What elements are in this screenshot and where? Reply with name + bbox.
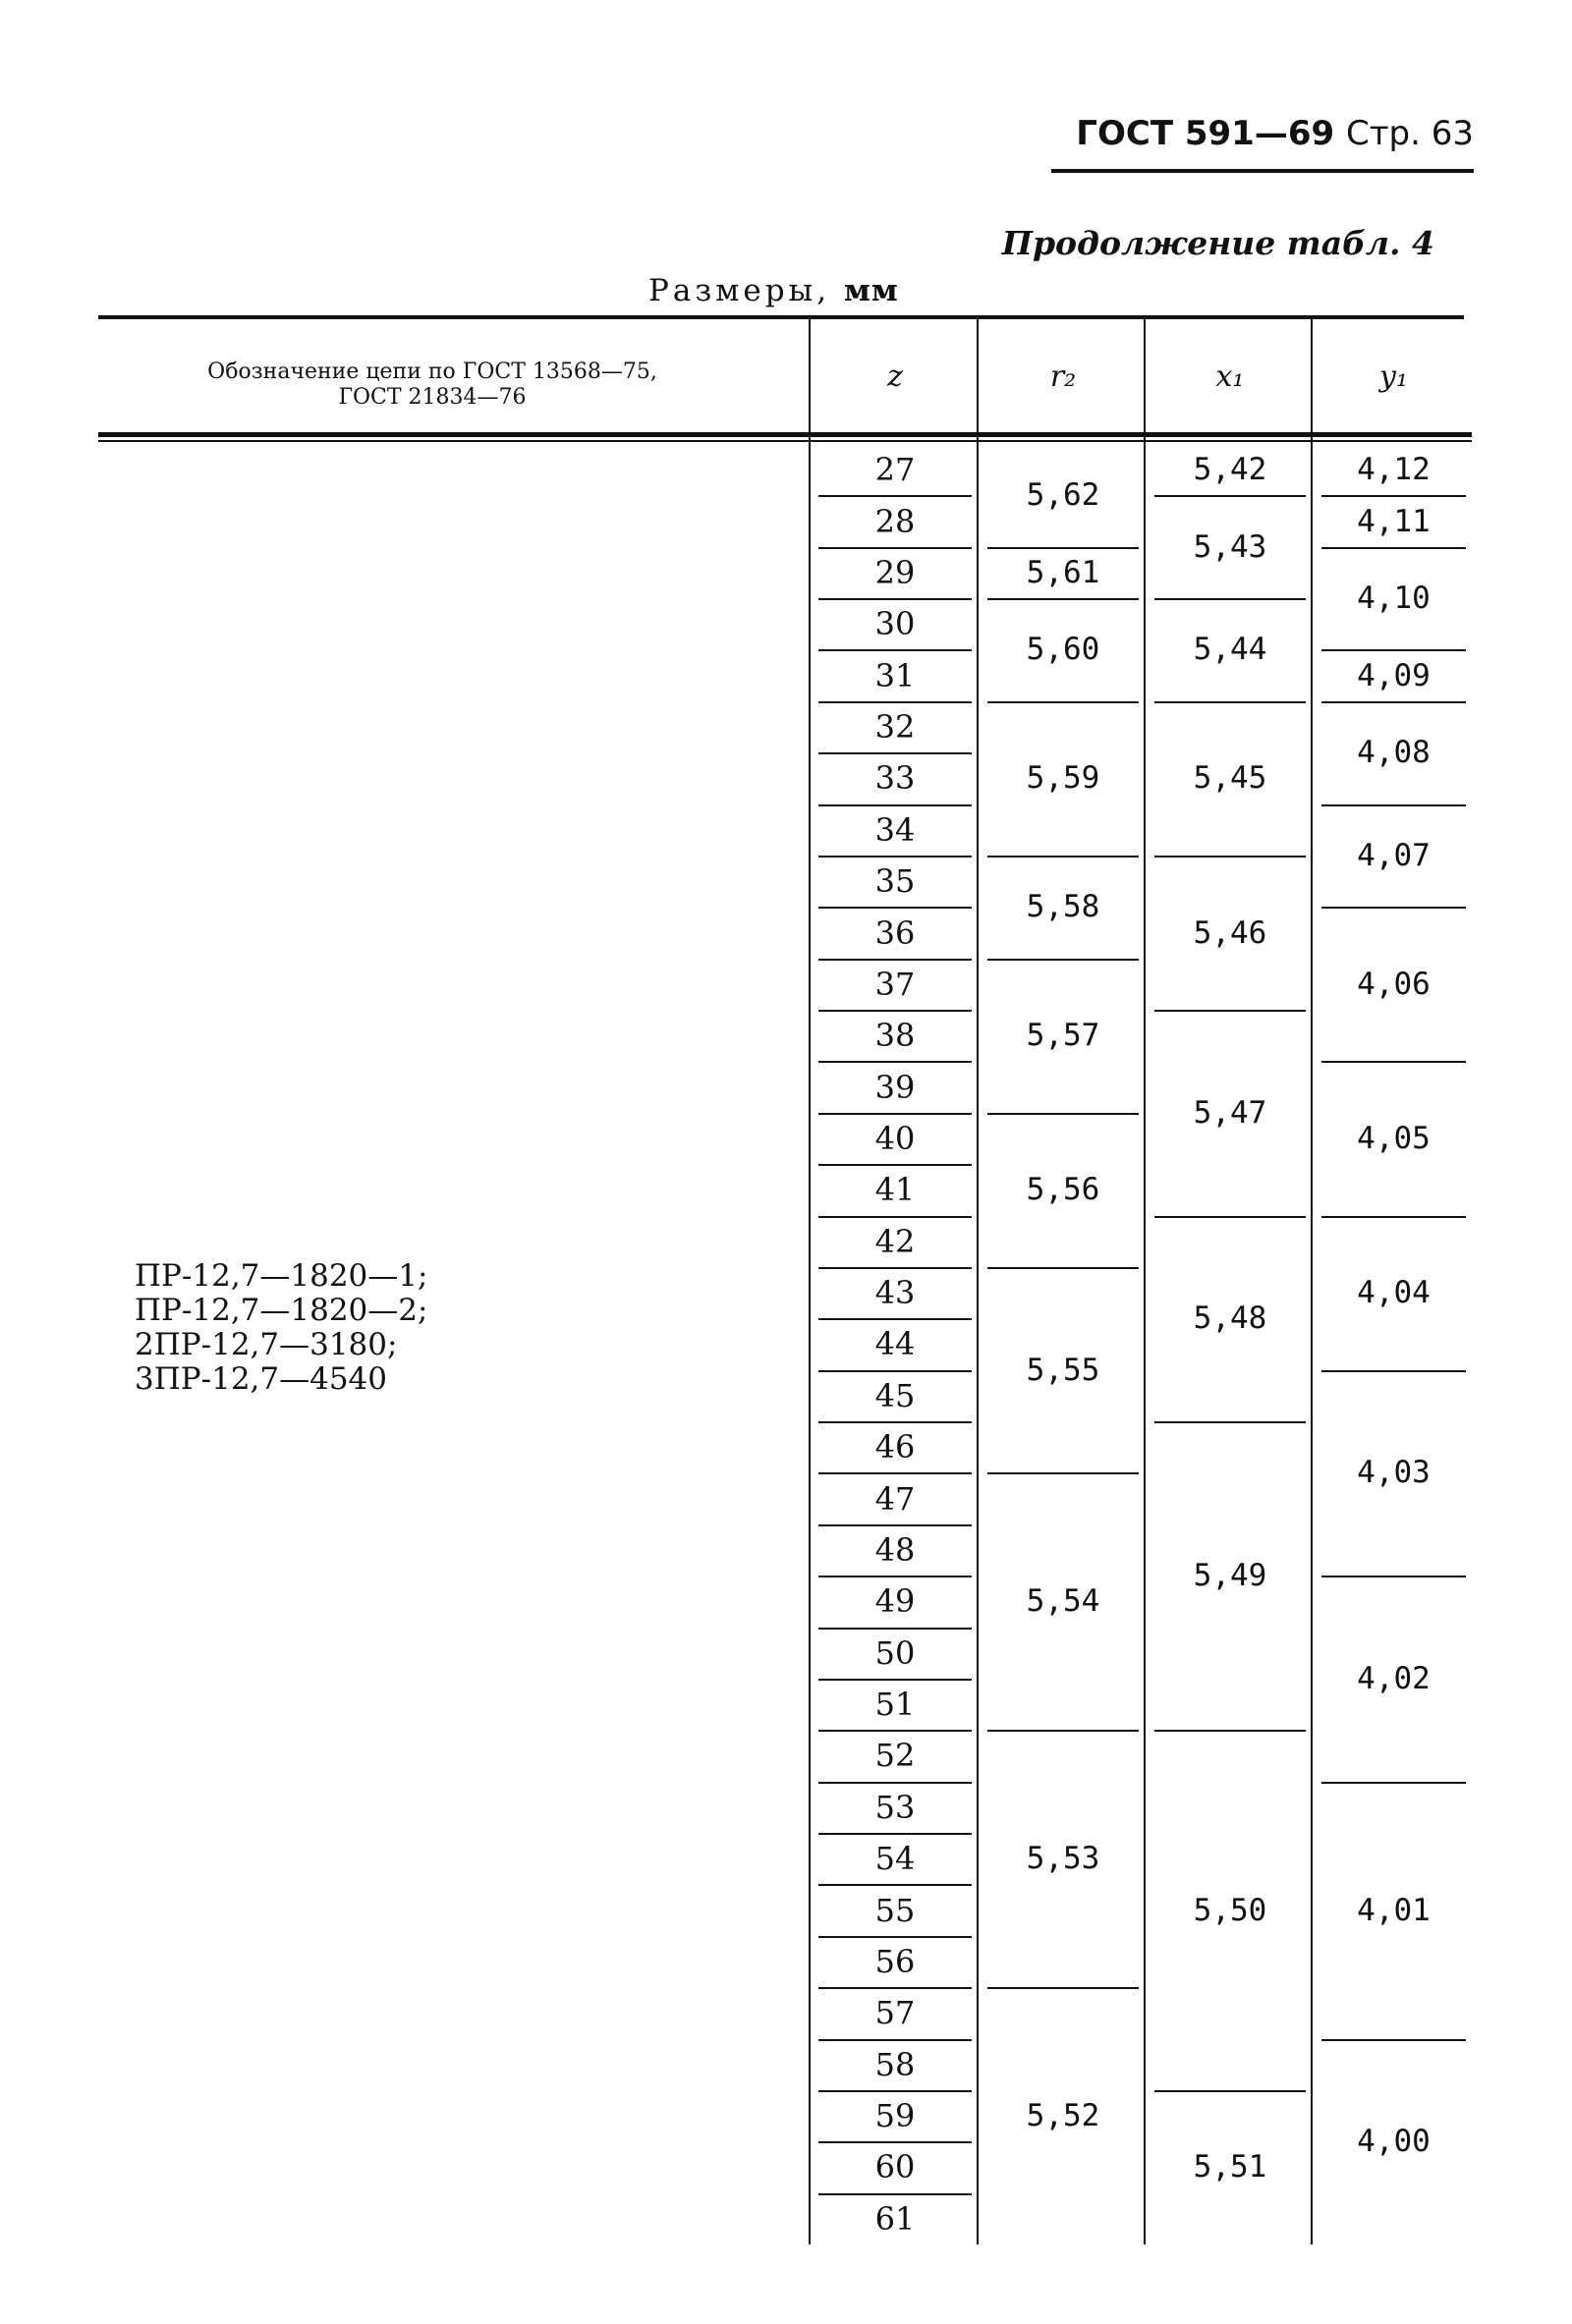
z-cell: 56 [874,1942,916,1980]
z-cell: 37 [874,965,916,1003]
x1-cell: 5,44 [1193,632,1267,668]
z-cell: 47 [874,1479,916,1518]
r2-cell: 5,57 [1026,1018,1100,1054]
z-cell: 55 [874,1891,916,1929]
z-cell: 41 [874,1171,916,1209]
chain-designation: ПР-12,7—1820—2; [135,1293,428,1328]
z-cell: 46 [874,1428,916,1466]
column-header-designation [118,360,747,411]
z-cell: 35 [874,862,916,901]
table-top-rule [98,315,1464,319]
x1-cell: 5,45 [1193,760,1267,797]
chain-designation: ПР-12,7—1820—1; [135,1258,428,1294]
z-cell: 50 [874,1633,916,1672]
y1-cell: 4,06 [1357,966,1431,1002]
column-header-y1: y₁ [1379,360,1408,394]
x1-cell: 5,46 [1193,914,1267,951]
column-header-z: z [887,360,903,394]
z-cell: 34 [874,810,916,849]
z-cell: 32 [874,708,916,747]
z-cell: 28 [874,502,916,540]
x1-cell: 5,48 [1193,1300,1267,1337]
header-bottom-rule-thin [98,440,1472,442]
r2-cell: 5,62 [1026,477,1100,514]
table-continuation-caption: Продолжение табл. 4 [1001,224,1434,262]
z-cell: 29 [874,553,916,591]
y1-cell: 4,09 [1357,657,1431,693]
z-cell: 38 [874,1017,916,1055]
x1-cell: 5,42 [1193,452,1267,488]
z-cell: 54 [874,1840,916,1878]
x1-cell: 5,47 [1193,1094,1267,1131]
x1-cell: 5,50 [1193,1892,1267,1928]
r2-cell: 5,53 [1026,1841,1100,1877]
column-header-r2: r₂ [1049,360,1077,394]
z-cell: 43 [874,1274,916,1312]
designation-header-line-1: Обозначение цепи по ГОСТ 13568—75, [207,360,657,384]
header-rule [1051,169,1474,173]
y1-cell: 4,02 [1357,1660,1431,1696]
y1-cell: 4,00 [1357,2124,1431,2160]
y1-cell: 4,07 [1357,837,1431,873]
z-cell: 52 [874,1737,916,1775]
y1-cell: 4,01 [1357,1892,1431,1928]
y1-cell: 4,11 [1357,503,1431,539]
page-header [1051,114,1474,173]
x1-cell: 5,43 [1193,528,1267,565]
page-number: Стр. 63 [1345,114,1474,153]
z-cell: 53 [874,1788,916,1826]
y1-cell: 4,05 [1357,1121,1431,1156]
r2-cell: 5,60 [1026,632,1100,668]
y1-cell: 4,04 [1357,1275,1431,1311]
chain-designation: 2ПР-12,7—3180; [135,1327,398,1362]
y1-cell: 4,12 [1357,452,1431,488]
z-cell: 31 [874,656,916,694]
z-cell: 36 [874,913,916,952]
r2-cell: 5,52 [1026,2098,1100,2134]
z-cell: 39 [874,1068,916,1106]
chain-designations [135,1259,427,1397]
z-cell: 40 [874,1120,916,1157]
y1-cell: 4,08 [1357,735,1431,771]
chain-designation: 3ПР-12,7—4540 [135,1361,388,1397]
x1-cell: 5,49 [1193,1558,1267,1594]
z-cell: 48 [874,1530,916,1569]
units-label: Размеры, [648,273,831,308]
units-caption [648,273,899,308]
r2-cell: 5,55 [1026,1352,1100,1388]
z-cell: 45 [874,1376,916,1414]
r2-cell: 5,59 [1026,760,1100,797]
page-header-text [1076,114,1474,153]
z-cell: 61 [874,2199,916,2238]
z-cell: 44 [874,1325,916,1363]
units-value: мм [843,273,899,308]
z-cell: 49 [874,1582,916,1621]
y1-cell: 4,10 [1357,581,1431,617]
z-cell: 51 [874,1686,916,1724]
z-cell: 33 [874,759,916,798]
column-header-x1: x₁ [1215,360,1245,394]
z-cell: 42 [874,1222,916,1260]
header-bottom-rule [98,432,1472,437]
z-cell: 57 [874,1994,916,2032]
y1-cell: 4,03 [1357,1455,1431,1491]
z-cell: 58 [874,2045,916,2083]
z-cell: 30 [874,605,916,643]
r2-cell: 5,54 [1026,1583,1100,1620]
z-cell: 60 [874,2148,916,2186]
z-cell: 27 [874,451,916,489]
x1-cell: 5,51 [1193,2149,1267,2186]
designation-header-line-2: ГОСТ 21834—76 [338,385,527,410]
r2-cell: 5,58 [1026,889,1100,925]
r2-cell: 5,56 [1026,1172,1100,1208]
standard-number: ГОСТ 591—69 [1076,114,1335,153]
r2-cell: 5,61 [1026,554,1100,590]
z-cell: 59 [874,2097,916,2135]
